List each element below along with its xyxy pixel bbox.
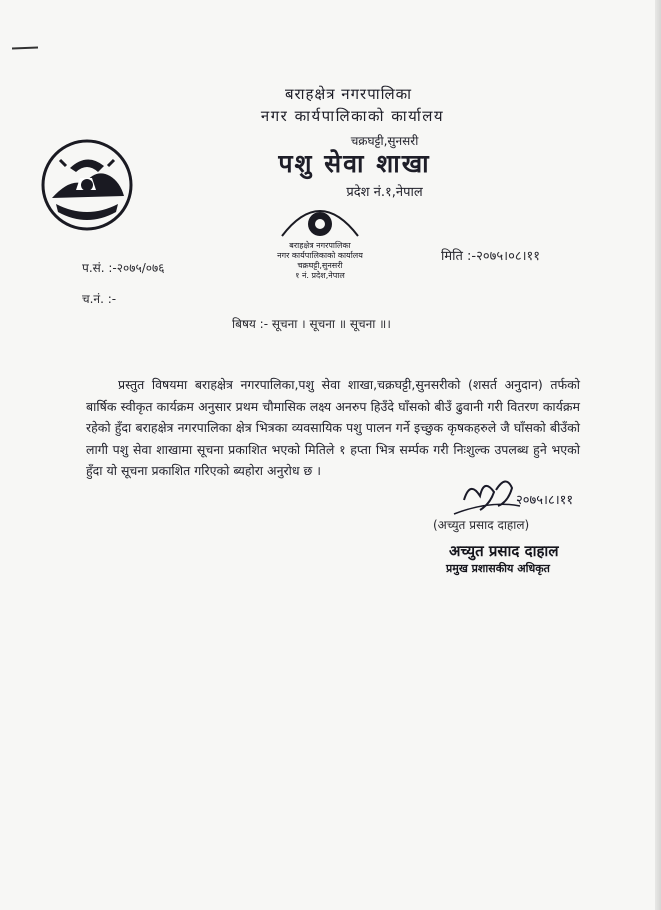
margin-mark bbox=[12, 47, 38, 50]
notice-body: प्रस्तुत विषयमा बराहक्षेत्र नगरपालिका,पशु सेवा शाखा,चक्रघट्टी,सुनसरीको (शसर्त अनुदान) तर्फको बार्षिक स्वीकृत कार्यक्रम अनुसार प्रथम चौमासिक लक्ष्य अनरुप हिउँदे घाँसको बीउँ ढुवानी गरी वितरण कार्यक्रम रहेको हुँदा बराहक्षेत्र नगरपालिका क्षेत्र भित्रका व्यवसायिक पशु पालन गर्ने इच्छुक कृषकहरुले जै घाँसको बीउँको लागी पशु सेवा शाखामा सूचना प्रकाशित भएको मितिले १ हप्ता भित्र सर्म्पक गरी निःशुल्क उपलब्ध हुने भएको हुँदा यो सूचना प्रकाशित गरिएको ब्यहोरा अनुरोध छ । bbox=[86, 377, 580, 478]
office-stamp bbox=[272, 196, 368, 280]
dispatch-number: च.नं. :- bbox=[82, 292, 117, 306]
letter-date: मिति :-२०७५।०८।११ bbox=[441, 249, 541, 264]
office-name: नगर कार्यपालिकाको कार्यालय bbox=[260, 107, 445, 125]
stamp-line4: १ नं. प्रदेश,नेपाल bbox=[295, 271, 345, 280]
province-name: प्रदेश नं.१,नेपाल bbox=[346, 185, 423, 200]
branch-title: पशु सेवा शाखा bbox=[278, 149, 431, 178]
stamp-line3: चक्रघट्टी,सुनसरी bbox=[297, 261, 343, 270]
municipality-name: बराहक्षेत्र नगरपालिका bbox=[284, 85, 413, 103]
signature-date: २०७५।८।११ bbox=[516, 493, 574, 508]
signatory-typed-name: (अच्युत प्रसाद दाहाल) bbox=[433, 518, 530, 532]
signatory-title: प्रमुख प्रशासकीय अधिकृत bbox=[446, 562, 550, 575]
subject-line: बिषय :- सूचना । सूचना ॥ सूचना ॥। bbox=[232, 317, 391, 331]
office-location: चक्रघट्टी,सुनसरी bbox=[350, 134, 419, 148]
stamp-line1: बराहक्षेत्र नगरपालिका bbox=[289, 241, 351, 250]
reference-number: प.सं. :-२०७५/०७६ bbox=[82, 261, 165, 275]
signatory-stamp-name: अच्युत प्रसाद दाहाल bbox=[449, 542, 559, 560]
stamp-line2: नगर कार्यपालिकाको कार्यालय bbox=[277, 251, 363, 260]
